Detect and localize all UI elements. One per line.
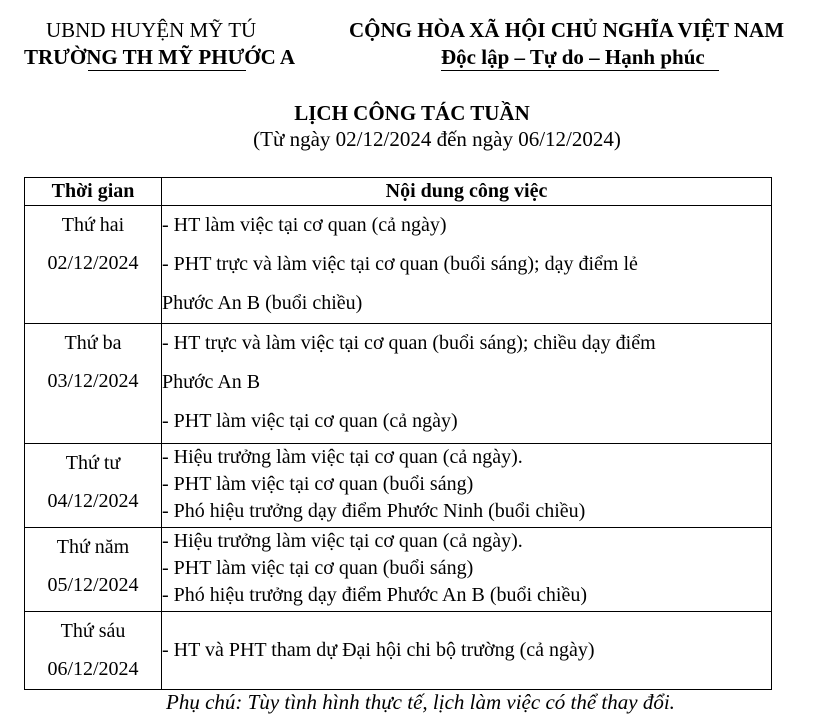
task-line: - HT trực và làm việc tại cơ quan (buổi sáng); chiều dạy điểm bbox=[162, 332, 656, 354]
task-line: - PHT trực và làm việc tại cơ quan (buổi sáng); dạy điểm lẻ bbox=[162, 253, 638, 275]
country-name: CỘNG HÒA XÃ HỘI CHỦ NGHĨA VIỆT NAM bbox=[349, 18, 785, 42]
weekday: Thứ sáu bbox=[60, 620, 126, 642]
day-cell bbox=[25, 324, 162, 444]
content-cell bbox=[162, 528, 772, 612]
table-row-wednesday bbox=[25, 444, 772, 528]
content-cell bbox=[162, 612, 772, 690]
task-line: - PHT làm việc tại cơ quan (buổi sáng) bbox=[162, 557, 474, 579]
task-line: - HT và PHT tham dự Đại hội chi bộ trường (cả ngày) bbox=[162, 639, 595, 661]
content-cell bbox=[162, 444, 772, 528]
table-row-tuesday bbox=[25, 324, 772, 444]
day-cell bbox=[25, 444, 162, 528]
footnote: Phụ chú: Tùy tình hình thực tế, lịch làm việc có thể thay đổi. bbox=[166, 690, 675, 714]
day-cell bbox=[25, 528, 162, 612]
day-cell bbox=[25, 612, 162, 690]
task-line: - Phó hiệu trưởng dạy điểm Phước An B (buổi chiều) bbox=[162, 584, 587, 606]
school-underline bbox=[88, 70, 246, 71]
weekday: Thứ tư bbox=[65, 452, 121, 474]
day-cell bbox=[25, 206, 162, 324]
date: 04/12/2024 bbox=[47, 490, 139, 512]
task-line: - Hiệu trưởng làm việc tại cơ quan (cả ngày). bbox=[162, 446, 523, 468]
date-range: (Từ ngày 02/12/2024 đến ngày 06/12/2024) bbox=[253, 127, 621, 151]
task-line: - Hiệu trưởng làm việc tại cơ quan (cả ngày). bbox=[162, 530, 523, 552]
header-content: Nội dung công việc bbox=[162, 178, 772, 206]
content-cell bbox=[162, 324, 772, 444]
task-line: - PHT làm việc tại cơ quan (buổi sáng) bbox=[162, 473, 474, 495]
date: 05/12/2024 bbox=[47, 574, 139, 596]
task-line: Phước An B bbox=[162, 371, 261, 393]
motto-underline bbox=[441, 70, 719, 71]
task-line: - PHT làm việc tại cơ quan (cả ngày) bbox=[162, 410, 458, 432]
task-line: - HT làm việc tại cơ quan (cả ngày) bbox=[162, 214, 447, 236]
date: 03/12/2024 bbox=[47, 370, 139, 392]
header-time: Thời gian bbox=[25, 178, 162, 206]
weekday: Thứ ba bbox=[64, 332, 122, 354]
task-line: Phước An B (buổi chiều) bbox=[162, 292, 363, 314]
table-row-monday bbox=[25, 206, 772, 324]
content-cell bbox=[162, 206, 772, 324]
school-name: TRƯỜNG TH MỸ PHƯỚC A bbox=[24, 45, 296, 69]
national-motto: Độc lập – Tự do – Hạnh phúc bbox=[441, 45, 705, 69]
task-line: - Phó hiệu trưởng dạy điểm Phước Ninh (buổi chiều) bbox=[162, 500, 586, 522]
page-title: LỊCH CÔNG TÁC TUẦN bbox=[294, 101, 530, 125]
date: 06/12/2024 bbox=[47, 658, 139, 680]
district-name: UBND HUYỆN MỸ TÚ bbox=[46, 18, 257, 42]
table-row-thursday bbox=[25, 528, 772, 612]
schedule-table bbox=[24, 177, 772, 690]
table-header-row bbox=[25, 178, 772, 206]
weekday: Thứ hai bbox=[61, 214, 125, 236]
date: 02/12/2024 bbox=[47, 252, 139, 274]
weekday: Thứ năm bbox=[56, 536, 130, 558]
table-row-friday bbox=[25, 612, 772, 690]
